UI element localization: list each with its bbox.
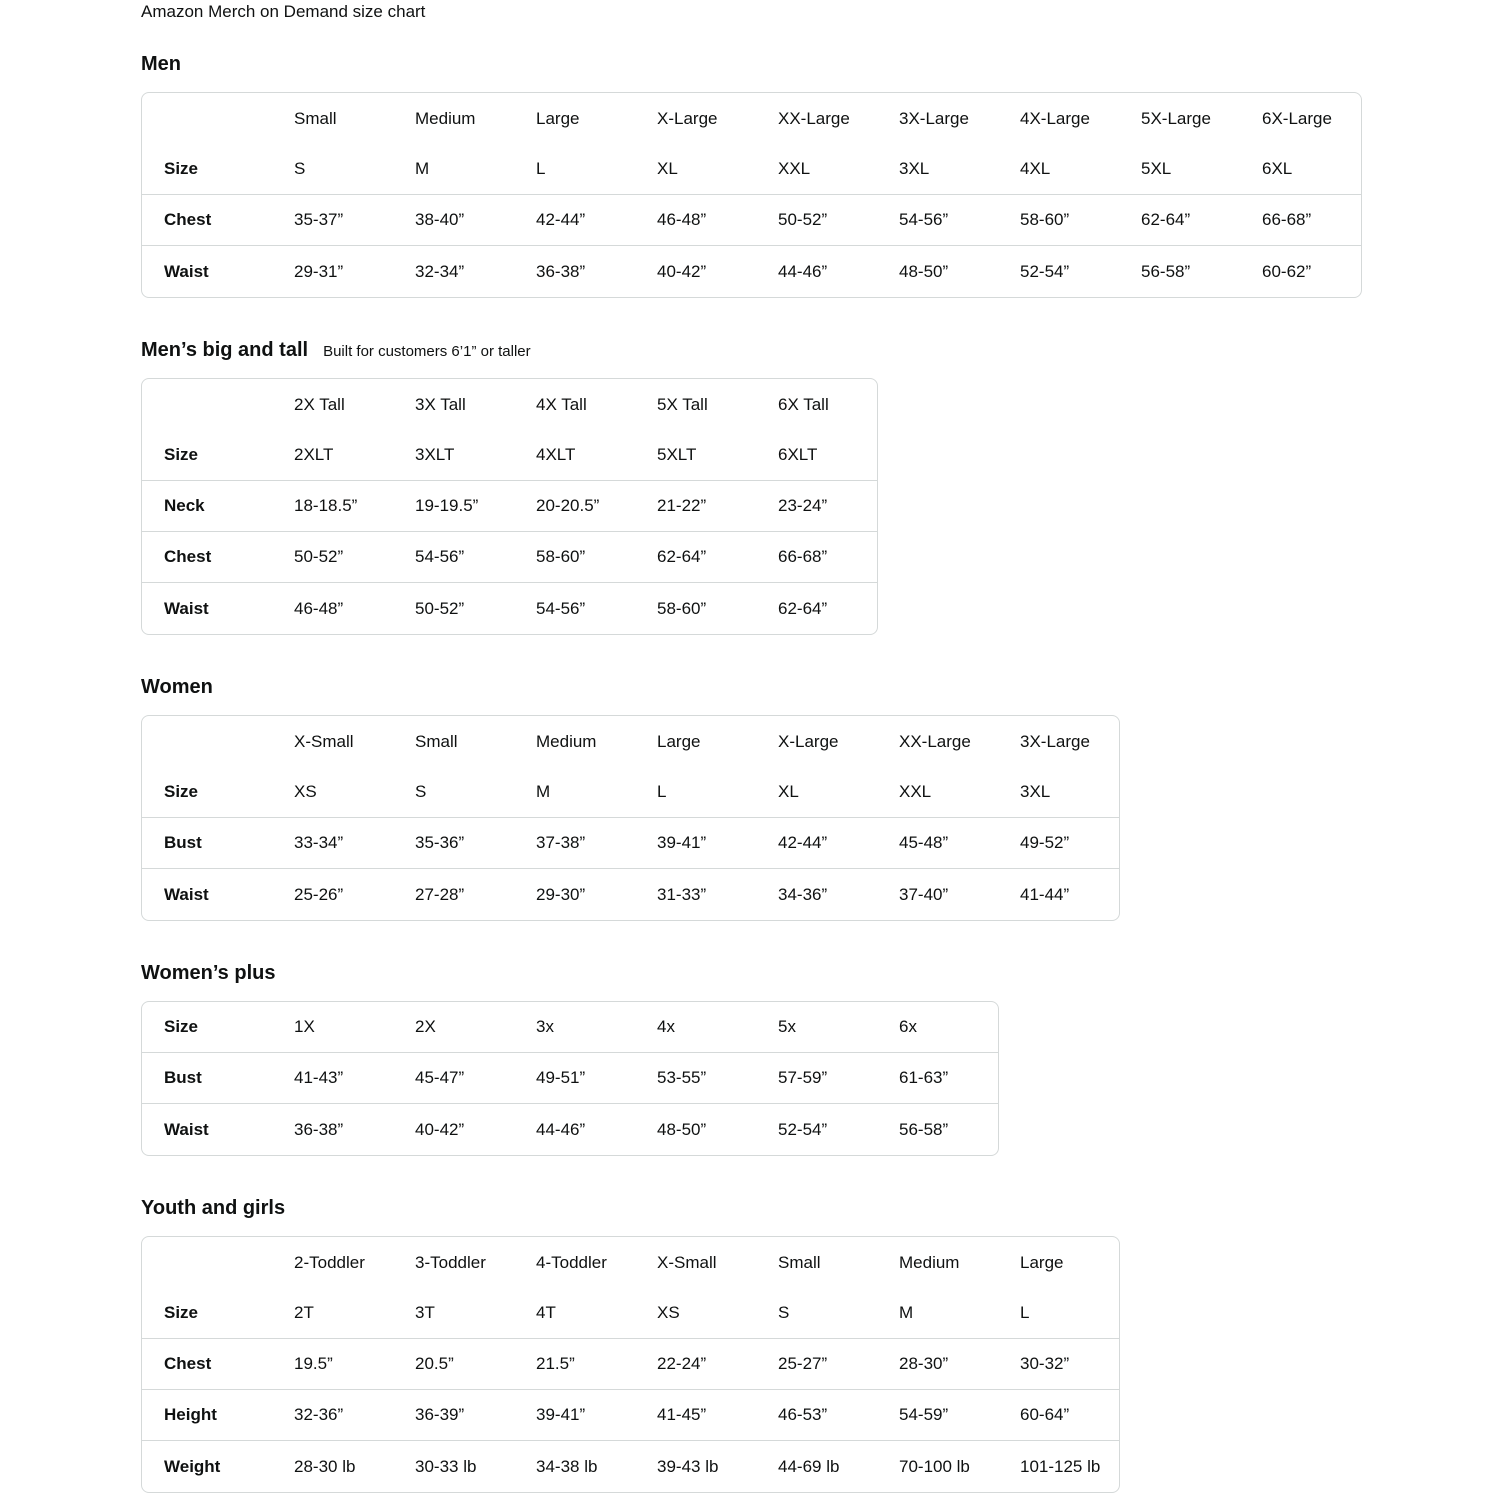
table-cell: XXL	[756, 144, 877, 195]
table-cell: 46-48”	[294, 598, 344, 618]
table-cell: 58-60”	[657, 598, 707, 618]
table-cell: 66-68”	[756, 532, 877, 583]
column-header: X-Large	[657, 108, 718, 128]
table-cell: 23-24”	[756, 481, 877, 532]
table-cell: 6x	[877, 1002, 998, 1053]
table-cell: 4x	[635, 1002, 756, 1053]
section-title-men: Men	[141, 53, 181, 75]
section-men	[141, 53, 1499, 298]
row-label: Size	[142, 1288, 272, 1339]
section-title-womens-plus: Women’s plus	[141, 962, 276, 984]
size-table-men	[141, 92, 1362, 298]
table-cell: 54-56”	[536, 598, 586, 618]
column-header: 5X-Large	[1141, 108, 1211, 128]
table-cell: 21.5”	[514, 1339, 635, 1390]
size-table-women	[141, 715, 1120, 921]
table-cell: 34-38 lb	[536, 1456, 598, 1476]
column-header: 4X Tall	[536, 394, 587, 414]
section-header-youth-and-girls	[141, 1197, 1499, 1219]
table-cell: 62-64”	[1119, 195, 1240, 246]
table-cell: XXL	[877, 767, 998, 818]
table-cell: 50-52”	[272, 532, 393, 583]
table-cell: 46-48”	[635, 195, 756, 246]
table-cell: 29-31”	[294, 261, 344, 281]
table-cell: 3XL	[877, 144, 998, 195]
table-cell: 29-30”	[536, 884, 586, 904]
table-cell: 58-60”	[998, 195, 1119, 246]
table-cell: 42-44”	[756, 818, 877, 869]
table-cell: 2X	[393, 1002, 514, 1053]
table-row-chest	[142, 1339, 1119, 1390]
column-header: Large	[1020, 1252, 1064, 1272]
column-header-row	[142, 93, 1361, 144]
table-row-chest	[142, 195, 1361, 246]
table-cell: 41-43”	[272, 1053, 393, 1104]
table-cell: 53-55”	[635, 1053, 756, 1104]
table-cell: 32-34”	[415, 261, 465, 281]
table-cell: 40-42”	[415, 1119, 465, 1139]
table-cell: 3x	[514, 1002, 635, 1053]
section-womens-plus	[141, 962, 1499, 1156]
table-cell: 27-28”	[415, 884, 465, 904]
table-cell: 60-62”	[1262, 261, 1312, 281]
table-cell: 4XLT	[514, 430, 635, 481]
table-cell: 3XL	[998, 767, 1119, 818]
size-table-youth-and-girls	[141, 1236, 1120, 1493]
table-cell: 32-36”	[272, 1390, 393, 1441]
table-cell: 101-125 lb	[1020, 1456, 1101, 1476]
table-cell: 25-27”	[756, 1339, 877, 1390]
table-cell: S	[393, 767, 514, 818]
table-cell: 39-41”	[635, 818, 756, 869]
column-header-row	[142, 716, 1119, 767]
table-row-size	[142, 144, 1361, 195]
section-mens-big-and-tall	[141, 339, 1499, 635]
table-cell: 25-26”	[294, 884, 344, 904]
column-header: X-Large	[778, 731, 839, 751]
table-cell: 36-38”	[294, 1119, 344, 1139]
table-cell: 36-39”	[393, 1390, 514, 1441]
column-header: Medium	[536, 731, 597, 751]
column-header: 6X-Large	[1262, 108, 1332, 128]
column-header-row	[142, 1237, 1119, 1288]
table-cell: S	[756, 1288, 877, 1339]
column-header: 3X-Large	[1020, 731, 1090, 751]
table-cell: 45-48”	[877, 818, 998, 869]
table-cell: L	[514, 144, 635, 195]
row-label: Waist	[164, 1119, 209, 1139]
table-cell: 28-30 lb	[294, 1456, 356, 1476]
table-cell: XS	[635, 1288, 756, 1339]
row-label: Chest	[142, 195, 272, 246]
table-cell: 4XL	[998, 144, 1119, 195]
table-row-height	[142, 1390, 1119, 1441]
table-cell: XL	[756, 767, 877, 818]
table-cell: 62-64”	[635, 532, 756, 583]
column-header: 6X Tall	[778, 394, 829, 414]
row-label: Bust	[142, 818, 272, 869]
table-cell: 6XLT	[756, 430, 877, 481]
table-row-waist	[142, 1104, 998, 1155]
table-cell: 3T	[393, 1288, 514, 1339]
column-header: 3-Toddler	[415, 1252, 486, 1272]
table-cell: 49-52”	[998, 818, 1119, 869]
table-cell: L	[635, 767, 756, 818]
section-title-women: Women	[141, 676, 213, 698]
table-cell: 19.5”	[272, 1339, 393, 1390]
table-cell: 44-46”	[778, 261, 828, 281]
table-cell: 5XLT	[635, 430, 756, 481]
table-cell: 48-50”	[899, 261, 949, 281]
table-cell: 3XLT	[393, 430, 514, 481]
row-label: Size	[142, 144, 272, 195]
section-header-women	[141, 676, 1499, 698]
table-row-size	[142, 1002, 998, 1053]
table-cell: 39-41”	[514, 1390, 635, 1441]
row-label: Chest	[142, 1339, 272, 1390]
table-cell: 37-40”	[899, 884, 949, 904]
table-row-size	[142, 1288, 1119, 1339]
table-cell: 30-33 lb	[415, 1456, 477, 1476]
row-label: Size	[142, 430, 272, 481]
table-cell: 48-50”	[657, 1119, 707, 1139]
section-header-mens-big-and-tall	[141, 339, 1499, 361]
table-cell: 34-36”	[778, 884, 828, 904]
table-cell: 39-43 lb	[657, 1456, 719, 1476]
table-cell: 70-100 lb	[899, 1456, 970, 1476]
section-women	[141, 676, 1499, 921]
table-cell: 44-46”	[536, 1119, 586, 1139]
table-cell: 36-38”	[536, 261, 586, 281]
column-header: XX-Large	[899, 731, 971, 751]
table-row-bust	[142, 818, 1119, 869]
section-header-men	[141, 53, 1499, 75]
table-cell: 5x	[756, 1002, 877, 1053]
column-header: 3X Tall	[415, 394, 466, 414]
column-header-spacer	[142, 716, 272, 767]
table-cell: 20-20.5”	[514, 481, 635, 532]
table-cell: 35-37”	[272, 195, 393, 246]
table-cell: 60-64”	[998, 1390, 1119, 1441]
table-cell: 18-18.5”	[272, 481, 393, 532]
table-row-neck	[142, 481, 877, 532]
row-label: Size	[142, 1002, 272, 1053]
row-label: Size	[142, 767, 272, 818]
table-row-waist	[142, 583, 877, 634]
page-title: Amazon Merch on Demand size chart	[141, 2, 426, 21]
row-label: Neck	[142, 481, 272, 532]
column-header: 2-Toddler	[294, 1252, 365, 1272]
column-header: Medium	[899, 1252, 960, 1272]
section-title-mens-big-and-tall: Men’s big and tall	[141, 339, 309, 361]
table-cell: 57-59”	[756, 1053, 877, 1104]
column-header: 4-Toddler	[536, 1252, 607, 1272]
column-header: X-Small	[294, 731, 354, 751]
table-cell: 33-34”	[272, 818, 393, 869]
section-youth-and-girls	[141, 1197, 1499, 1493]
column-header: 5X Tall	[657, 394, 708, 414]
table-cell: 61-63”	[877, 1053, 998, 1104]
row-label: Waist	[164, 598, 209, 618]
table-cell: 30-32”	[998, 1339, 1119, 1390]
table-cell: 50-52”	[415, 598, 465, 618]
column-header: Large	[657, 731, 701, 751]
table-cell: 37-38”	[514, 818, 635, 869]
table-cell: 2T	[272, 1288, 393, 1339]
table-cell: 50-52”	[756, 195, 877, 246]
column-header: X-Small	[657, 1252, 717, 1272]
column-header: Small	[415, 731, 458, 751]
table-cell: 54-56”	[393, 532, 514, 583]
table-cell: 41-45”	[635, 1390, 756, 1441]
table-cell: 5XL	[1119, 144, 1240, 195]
column-header: Large	[536, 108, 580, 128]
table-cell: 4T	[514, 1288, 635, 1339]
table-cell: 40-42”	[657, 261, 707, 281]
table-cell: 44-69 lb	[778, 1456, 840, 1476]
table-row-waist	[142, 246, 1361, 297]
column-header: 2X Tall	[294, 394, 345, 414]
size-table-womens-plus	[141, 1001, 999, 1156]
row-label: Chest	[142, 532, 272, 583]
column-header-row	[142, 379, 877, 430]
table-cell: 49-51”	[514, 1053, 635, 1104]
row-label: Waist	[164, 261, 209, 281]
table-cell: 6XL	[1240, 144, 1361, 195]
table-cell: 22-24”	[635, 1339, 756, 1390]
table-cell: 19-19.5”	[393, 481, 514, 532]
table-cell: 54-59”	[877, 1390, 998, 1441]
table-cell: 2XLT	[272, 430, 393, 481]
column-header: 3X-Large	[899, 108, 969, 128]
row-label: Height	[142, 1390, 272, 1441]
table-cell: 35-36”	[393, 818, 514, 869]
table-row-waist	[142, 869, 1119, 920]
column-header: 4X-Large	[1020, 108, 1090, 128]
table-cell: 41-44”	[1020, 884, 1070, 904]
table-cell: S	[272, 144, 393, 195]
size-table-mens-big-and-tall	[141, 378, 878, 635]
size-chart-sections	[141, 53, 1499, 1493]
table-row-size	[142, 430, 877, 481]
table-cell: 66-68”	[1240, 195, 1361, 246]
table-row-weight	[142, 1441, 1119, 1492]
table-row-chest	[142, 532, 877, 583]
column-header: Small	[778, 1252, 821, 1272]
table-row-size	[142, 767, 1119, 818]
table-cell: 52-54”	[778, 1119, 828, 1139]
column-header: Medium	[415, 108, 476, 128]
table-cell: 46-53”	[756, 1390, 877, 1441]
table-cell: M	[514, 767, 635, 818]
table-cell: 62-64”	[778, 598, 828, 618]
row-label: Waist	[164, 884, 209, 904]
table-cell: 56-58”	[1141, 261, 1191, 281]
section-title-youth-and-girls: Youth and girls	[141, 1197, 286, 1219]
table-cell: 38-40”	[393, 195, 514, 246]
table-row-bust	[142, 1053, 998, 1104]
table-cell: 54-56”	[877, 195, 998, 246]
table-cell: L	[998, 1288, 1119, 1339]
table-cell: 52-54”	[1020, 261, 1070, 281]
section-subtitle-mens-big-and-tall: Built for customers 6’1” or taller	[323, 343, 531, 360]
table-cell: 42-44”	[514, 195, 635, 246]
table-cell: XL	[635, 144, 756, 195]
table-cell: 21-22”	[635, 481, 756, 532]
table-cell: 28-30”	[877, 1339, 998, 1390]
table-cell: M	[877, 1288, 998, 1339]
column-header-spacer	[142, 379, 272, 430]
table-cell: XS	[272, 767, 393, 818]
table-cell: 45-47”	[393, 1053, 514, 1104]
column-header-spacer	[142, 1237, 272, 1288]
column-header: Small	[294, 108, 337, 128]
table-cell: 1X	[272, 1002, 393, 1053]
table-cell: M	[393, 144, 514, 195]
column-header: XX-Large	[778, 108, 850, 128]
table-cell: 56-58”	[899, 1119, 949, 1139]
column-header-spacer	[142, 93, 272, 144]
row-label: Bust	[142, 1053, 272, 1104]
table-cell: 20.5”	[393, 1339, 514, 1390]
section-header-womens-plus	[141, 962, 1499, 984]
table-cell: 58-60”	[514, 532, 635, 583]
table-cell: 31-33”	[657, 884, 707, 904]
row-label: Weight	[164, 1456, 221, 1476]
